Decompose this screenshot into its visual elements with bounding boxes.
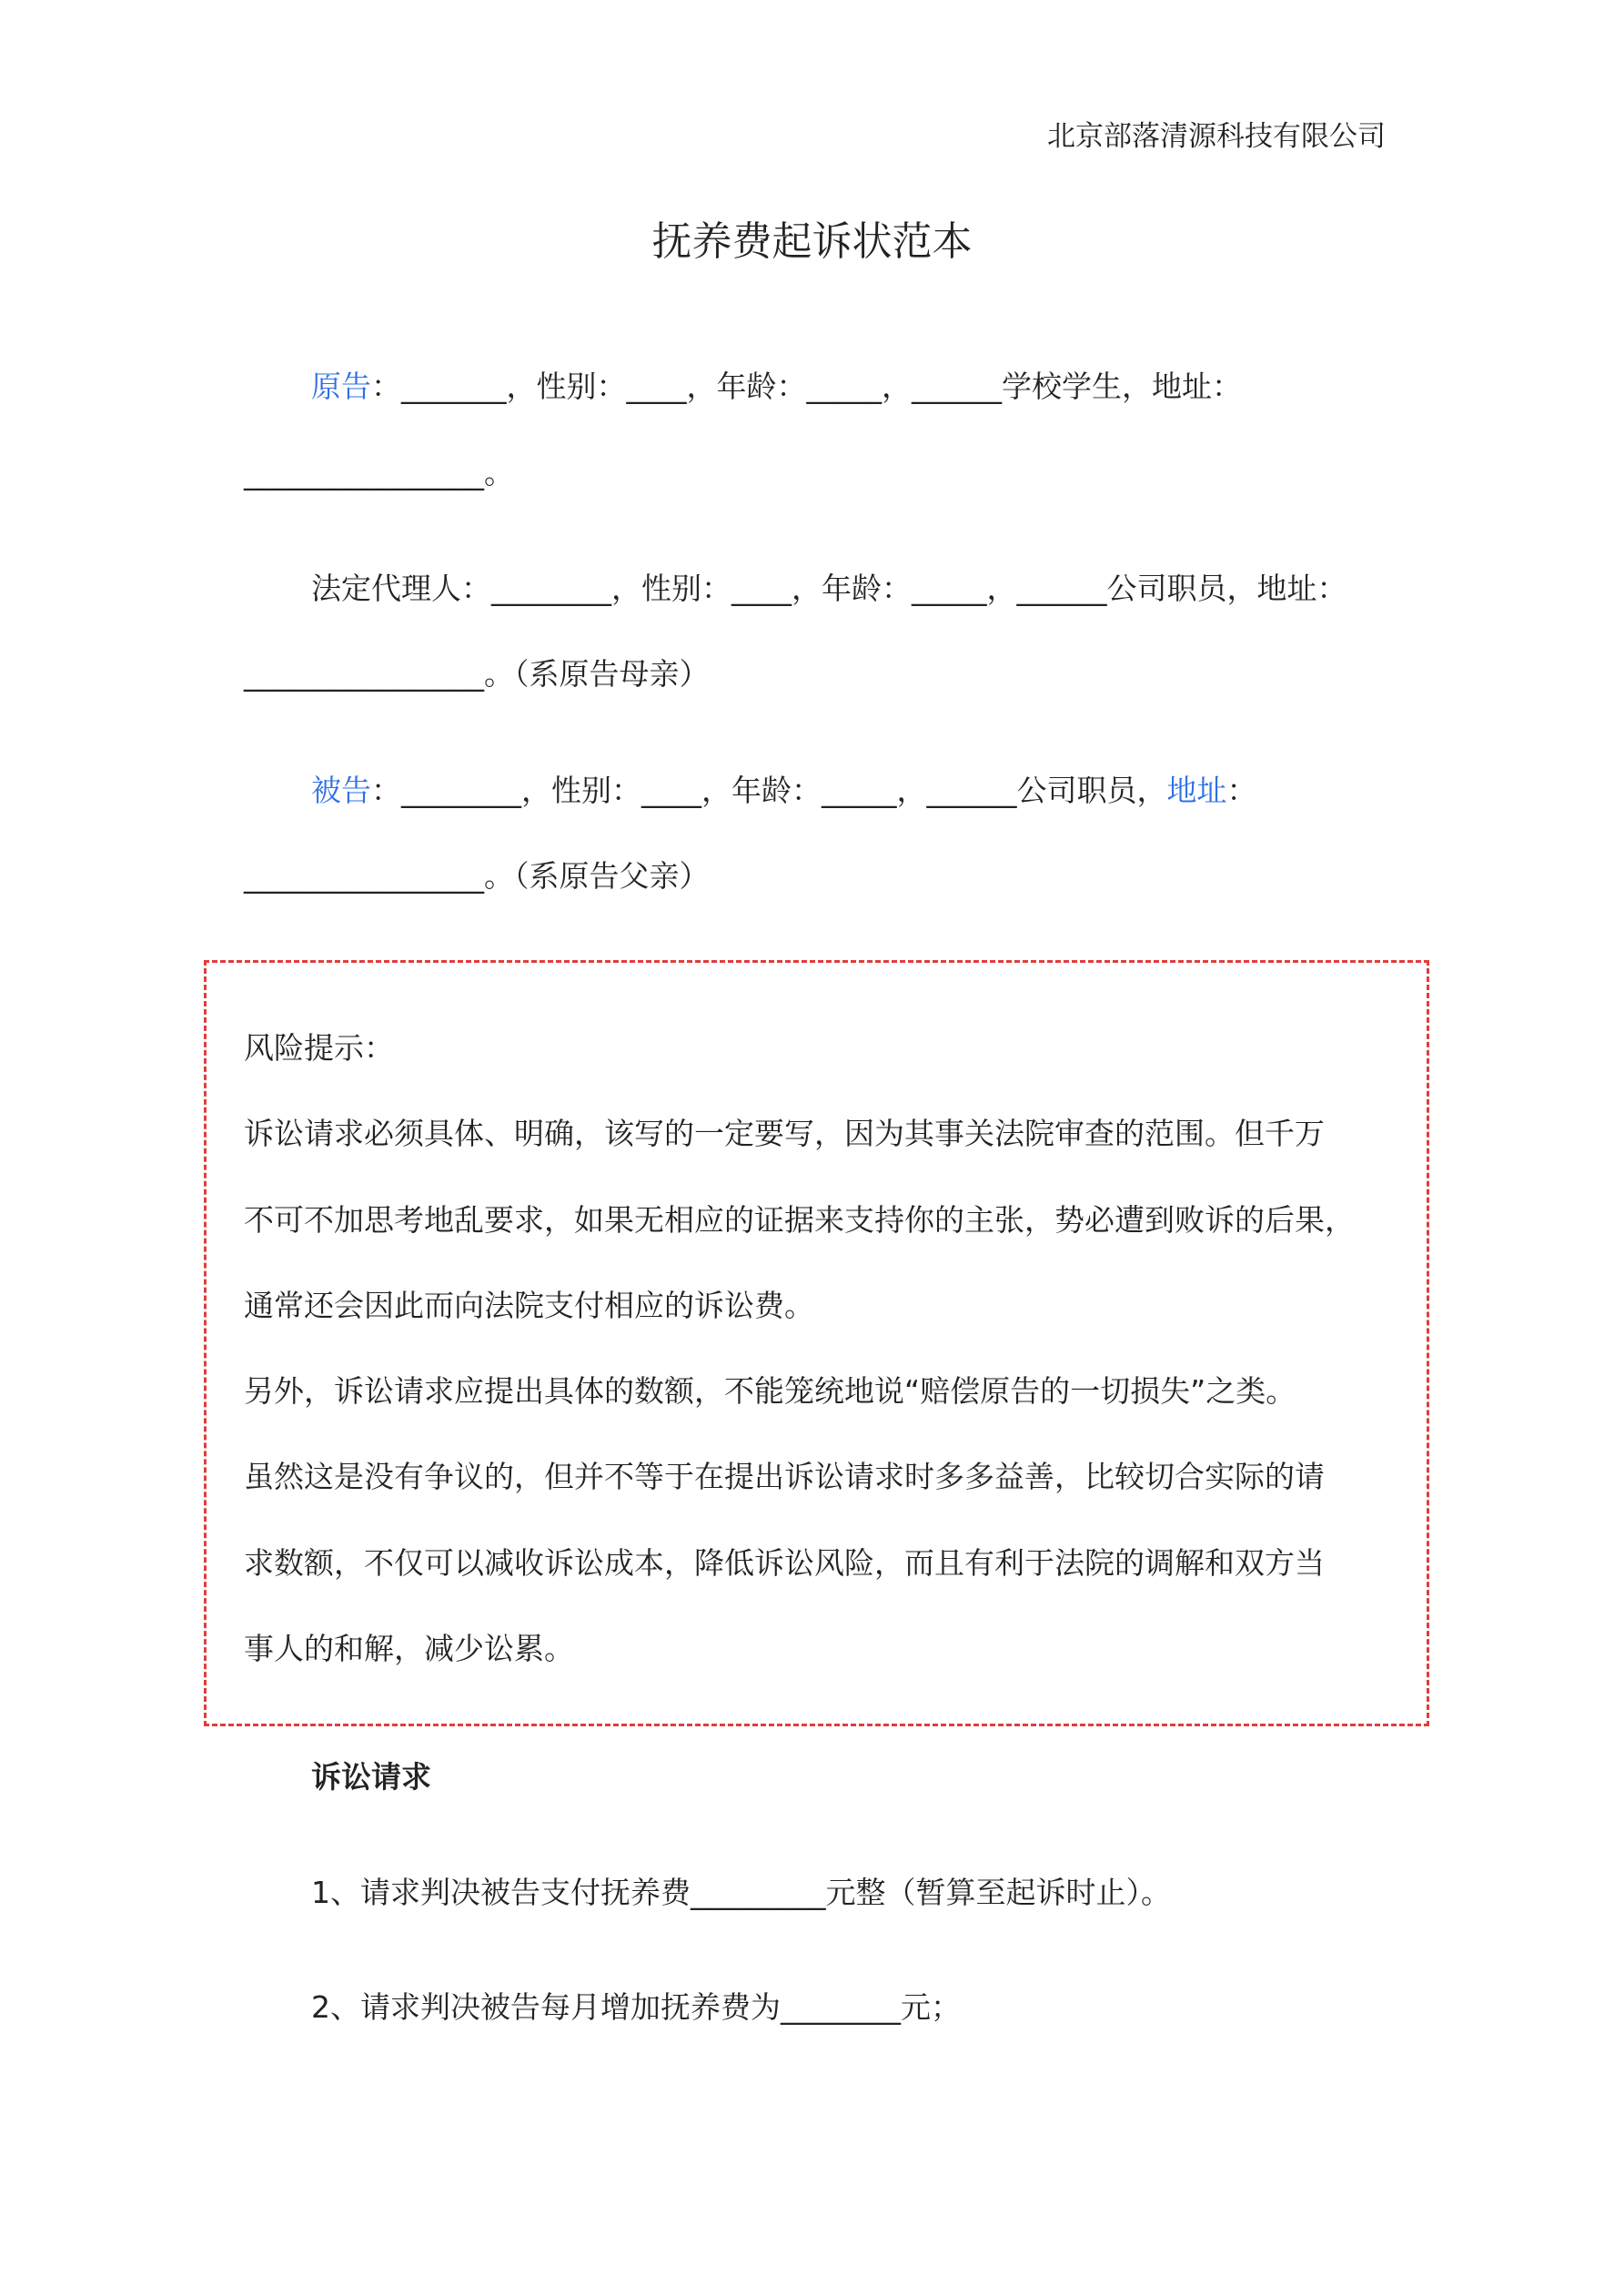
defendant-fields: ：________，性别：____，年龄：_____，______公司职员， [371, 773, 1167, 808]
legal-rep-line-1: 法定代理人：________，性别：____，年龄：_____，______公司职员，地址： [311, 571, 1347, 606]
plaintiff-link[interactable]: 原告 [311, 369, 371, 404]
risk-heading: 风险提示： [244, 1030, 394, 1066]
document-title: 抚养费起诉状范本 [651, 218, 973, 265]
legal-rep-line-2: ________________。（系原告母亲） [244, 656, 710, 692]
address-link[interactable]: 地址 [1166, 773, 1227, 808]
defendant-line-1 [311, 770, 1257, 812]
risk-line: 不可不加思考地乱要求，如果无相应的证据来支持你的主张，势必遭到败诉的后果， [244, 1202, 1355, 1238]
plaintiff-fields: ：_______，性别：____，年龄：_____，______学校学生，地址： [371, 369, 1242, 404]
claim-item-2: 2、请求判决被告每月增加抚养费为________元； [311, 1989, 961, 2025]
risk-line: 求数额，不仅可以减收诉讼成本，降低诉讼风险，而且有利于法院的调解和双方当 [244, 1545, 1325, 1581]
risk-notice-box [204, 960, 1429, 1726]
claim-item-1: 1、请求判决被告支付抚养费_________元整（暂算至起诉时止）。 [311, 1875, 1171, 1910]
defendant-line-2: ________________。（系原告父亲） [244, 858, 710, 894]
defendant-colon: ： [1226, 773, 1257, 808]
claims-heading: 诉讼请求 [311, 1759, 431, 1795]
risk-line: 诉讼请求必须具体、明确，该写的一定要写，因为其事关法院审查的范围。但千万 [244, 1116, 1325, 1151]
risk-line: 通常还会因此而向法院支付相应的诉讼费。 [244, 1288, 814, 1323]
plaintiff-line-2: ________________。 [244, 455, 514, 491]
risk-line: 事人的和解，减少讼累。 [244, 1631, 574, 1666]
risk-line: 虽然这是没有争议的，但并不等于在提出诉讼请求时多多益善，比较切合实际的请 [244, 1459, 1325, 1494]
company-name: 北京部落清源科技有限公司 [1047, 120, 1386, 153]
risk-line: 另外，诉讼请求应提出具体的数额，不能笼统地说“赔偿原告的一切损失”之类。 [244, 1373, 1296, 1409]
defendant-link[interactable]: 被告 [311, 773, 371, 808]
plaintiff-line-1 [311, 366, 1242, 408]
